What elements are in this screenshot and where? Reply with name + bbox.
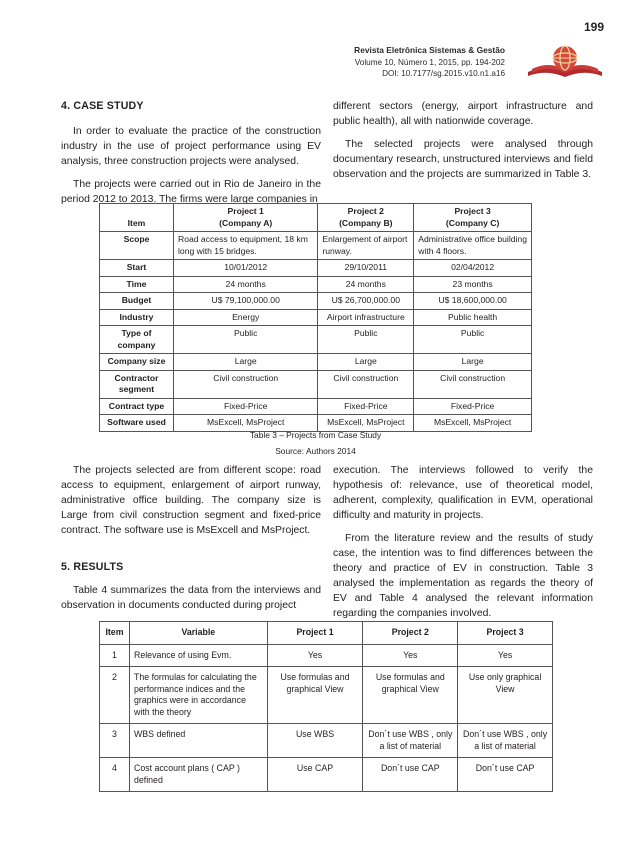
table-cell: Administrative office building with 4 floors. — [414, 232, 532, 260]
left-column-bottom — [61, 463, 321, 621]
paragraph: In order to evaluate the practice of the construction industry in the use of project performance using EV analysis, three construction projects were analysed. — [61, 126, 321, 167]
table-cell: The formulas for calculating the performance indices and the graphics were in accordance with the theory — [129, 667, 267, 724]
right-column-bottom — [333, 463, 593, 629]
table-cell: Civil construction — [174, 370, 318, 398]
row-label-cell: Contract type — [100, 398, 174, 415]
journal-volume: Volume 10, Número 1, 2015, pp. 194-202 — [354, 57, 505, 67]
table-cell: Public — [318, 326, 414, 354]
table-cell: Public — [174, 326, 318, 354]
table-cell: Don´t use CAP — [458, 758, 553, 792]
table-cell: Yes — [458, 644, 553, 667]
table-cell: Cost account plans ( CAP ) defined — [129, 758, 267, 792]
table-cell: Large — [174, 354, 318, 371]
table-cell: U$ 79,100,000.00 — [174, 293, 318, 310]
table-header-cell: Project 3 (Company C) — [414, 204, 532, 232]
table-cell: Energy — [174, 309, 318, 326]
table-cell: MsExcell, MsProject — [318, 415, 414, 432]
table-header-cell: Project 2 (Company B) — [318, 204, 414, 232]
table-cell: Use CAP — [267, 758, 363, 792]
table-cell: U$ 18,600,000.00 — [414, 293, 532, 310]
table-cell: 1 — [100, 644, 130, 667]
table-row — [100, 370, 532, 398]
table-cell: Large — [414, 354, 532, 371]
paragraph: The selected projects were analysed through documentary research, unstructured interviews and field observation and the projects are summarized in Table 3. — [333, 139, 593, 180]
table-cell: U$ 26,700,000.00 — [318, 293, 414, 310]
left-column-top — [61, 99, 321, 215]
table-3-caption: Table 3 – Projects from Case Study — [249, 430, 382, 440]
journal-doi: DOI: 10.7177/sg.2015.v10.n1.a16 — [382, 69, 505, 78]
table-header-cell: Project 1 — [267, 622, 363, 645]
table-row — [100, 724, 553, 758]
section-heading-results: 5. RESULTS — [61, 561, 124, 573]
table-cell: Relevance of using Evm. — [129, 644, 267, 667]
section-heading-case-study: 4. CASE STUDY — [61, 100, 144, 112]
table-cell: Fixed-Price — [318, 398, 414, 415]
row-label-cell: Start — [100, 260, 174, 277]
paragraph: From the literature review and the results of study case, the intention was to find differences between the theory and practice of EV in construction. Table 3 analysed the implementation as regards the theory of EV and Table 4 analysed the relevant information regarding the companies involved. — [333, 533, 593, 619]
table-cell: Use WBS — [267, 724, 363, 758]
table-row — [100, 354, 532, 371]
row-label-cell: Industry — [100, 309, 174, 326]
row-label-cell: Company size — [100, 354, 174, 371]
table-cell: Don´t use CAP — [363, 758, 458, 792]
table-cell: Airport infrastructure — [318, 309, 414, 326]
table-cell: 3 — [100, 724, 130, 758]
table-cell: Use only graphical View — [458, 667, 553, 724]
table-row — [100, 309, 532, 326]
table-cell: Enlargement of airport runway. — [318, 232, 414, 260]
table-cell: 24 months — [174, 276, 318, 293]
table-header-cell: Project 2 — [363, 622, 458, 645]
table-cell: 4 — [100, 758, 130, 792]
row-label-cell: Type of company — [100, 326, 174, 354]
table-cell: Yes — [363, 644, 458, 667]
table-cell: 29/10/2011 — [318, 260, 414, 277]
row-label-cell: Time — [100, 276, 174, 293]
table-cell: MsExcell, MsProject — [174, 415, 318, 432]
journal-info — [354, 45, 505, 80]
table-row — [100, 644, 553, 667]
table-cell: Road access to equipment, 18 km long with 15 bridges. — [174, 232, 318, 260]
table-cell: Fixed-Price — [414, 398, 532, 415]
journal-name: Revista Eletrônica Sistemas & Gestão — [354, 45, 505, 55]
table-row — [100, 667, 553, 724]
table-row — [100, 260, 532, 277]
table-row — [100, 326, 532, 354]
table-row — [100, 232, 532, 260]
table-3-source: Source: Authors 2014 — [275, 446, 356, 456]
right-column-top — [333, 99, 593, 190]
table-cell: Don´t use WBS , only a list of material — [363, 724, 458, 758]
table-cell: Use formulas and graphical View — [267, 667, 363, 724]
table-cell: 2 — [100, 667, 130, 724]
table-cell: Civil construction — [414, 370, 532, 398]
table-header-row — [100, 622, 553, 645]
paragraph: different sectors (energy, airport infrastructure and public health), all with nationwide coverage. — [333, 101, 593, 127]
table-cell: Public — [414, 326, 532, 354]
row-label-cell: Software used — [100, 415, 174, 432]
table-cell: WBS defined — [129, 724, 267, 758]
table-row — [100, 758, 553, 792]
table-cell: 10/01/2012 — [174, 260, 318, 277]
table-row — [100, 415, 532, 432]
paragraph: The projects were carried out in Rio de Janeiro in the period 2012 to 2013. The firms were large companies in — [61, 179, 321, 205]
table-row — [100, 398, 532, 415]
paragraph: Table 4 summarizes the data from the interviews and observation in documents conducted during project — [61, 585, 321, 611]
paragraph: execution. The interviews followed to verify the hypothesis of: relevance, use of theoretical model, adherent, complexity, qualification in EVM, operational difficulty and maturity in projects. — [333, 465, 593, 521]
table-header-cell: Project 1 (Company A) — [174, 204, 318, 232]
paragraph: The projects selected are from different scope: road access to equipment, enlargement of airport runway, administrative office building. The company size is Large from civil construction segment and fixed-price contract. The software use is MsExcell and MsProject. — [61, 465, 321, 536]
table-4-results — [99, 621, 553, 792]
table-header-cell: Item — [100, 204, 174, 232]
table-row — [100, 293, 532, 310]
table-header-cell: Variable — [129, 622, 267, 645]
table-cell: Use formulas and graphical View — [363, 667, 458, 724]
table-cell: 02/04/2012 — [414, 260, 532, 277]
row-label-cell: Scope — [100, 232, 174, 260]
page-number: 199 — [583, 20, 604, 34]
table-cell: Civil construction — [318, 370, 414, 398]
table-cell: Don´t use WBS , only a list of material — [458, 724, 553, 758]
table-cell: 23 months — [414, 276, 532, 293]
row-label-cell: Contractor segment — [100, 370, 174, 398]
table-cell: 24 months — [318, 276, 414, 293]
journal-logo-icon — [526, 42, 604, 82]
table-header-cell: Project 3 — [458, 622, 553, 645]
table-cell: Large — [318, 354, 414, 371]
table-header-cell: Item — [100, 622, 130, 645]
table-3-projects — [99, 203, 532, 432]
table-header-row — [100, 204, 532, 232]
table-row — [100, 276, 532, 293]
table-cell: MsExcell, MsProject — [414, 415, 532, 432]
row-label-cell: Budget — [100, 293, 174, 310]
table-cell: Public health — [414, 309, 532, 326]
table-cell: Yes — [267, 644, 363, 667]
table-cell: Fixed-Price — [174, 398, 318, 415]
